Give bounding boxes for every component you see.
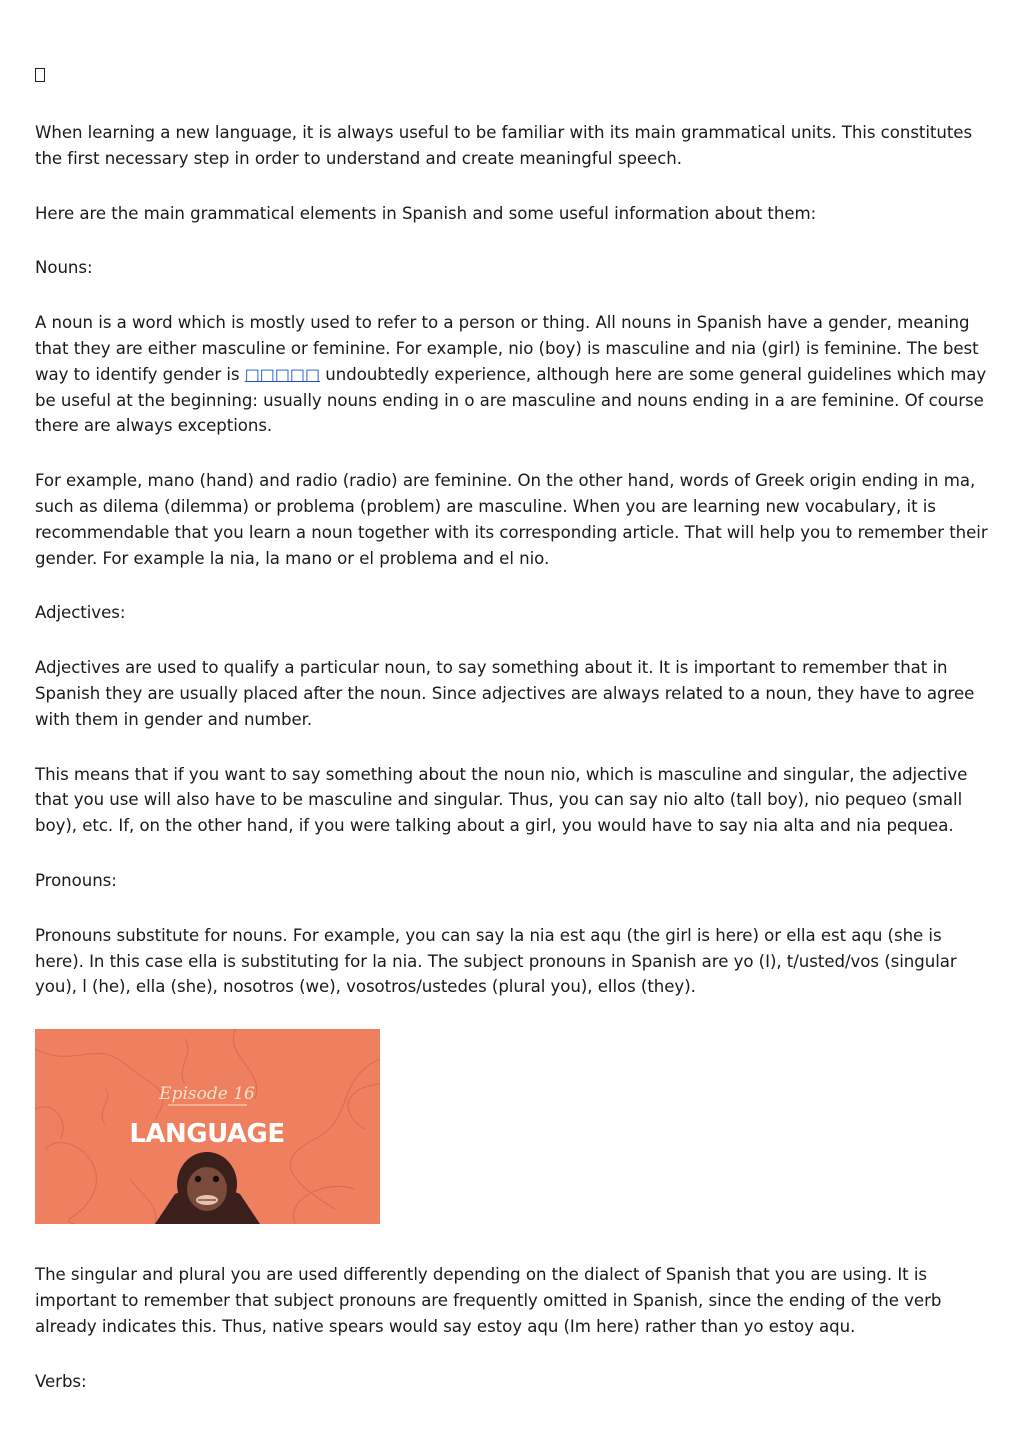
nouns-paragraph xyxy=(35,310,995,439)
nouns-text-after-link: undoubtedly experience, although here are some general guidelines which may be useful at the beginning: usually nouns ending in o are masculine and nouns ending in a are feminine. Of course there are always exceptions. xyxy=(35,364,987,436)
verbs-heading: Verbs: xyxy=(35,1371,87,1391)
thumbnail-graphic xyxy=(35,1029,380,1224)
missing-glyph-icon xyxy=(35,68,45,82)
intro-paragraph: When learning a new language, it is always useful to be familiar with its main grammatical units. This constitutes the first necessary step in order to understand and create meaningful speech. xyxy=(35,123,973,168)
adjectives-paragraph: Adjectives are used to qualify a particular noun, to say something about it. It is important to remember that in Spanish they are usually placed after the noun. Since adjectives are always related to a noun, they have to agree with them in gender and number. xyxy=(35,658,975,729)
nouns-examples-paragraph: For example, mano (hand) and radio (radio) are feminine. On the other hand, words of Greek origin ending in ma, such as dilema (dilemma) or problema (problem) are masculine. When you are learning new vocabulary, it is recommendable that you learn a noun together with its corresponding article. That will help you to remember their gender. For example la nia, la mano or el problema and el nio. xyxy=(35,471,988,568)
pronouns-paragraph: Pronouns substitute for nouns. For example, you can say la nia est aqu (the girl is here) or ella est aqu (she is here). In this case ella is substituting for la nia. The subject pronouns in Spanish are yo (I), t/usted/vos (singular you), l (he), ella (she), nosotros (we), vosotros/ustedes (plural you), ellos (they). xyxy=(35,925,957,997)
nouns-heading: Nouns: xyxy=(35,258,93,278)
missing-glyph-box xyxy=(35,64,995,86)
episode-title: LANGUAGE xyxy=(129,1119,285,1150)
pronouns-heading: Pronouns: xyxy=(35,870,117,890)
episode-thumbnail-image xyxy=(35,1029,380,1224)
document-body xyxy=(35,64,995,1423)
nouns-text-before-link: A noun is a word which is mostly used to refer to a person or thing. All nouns in Spanish have a gender, meaning that they are either masculine or feminine. For example, nio (boy) is masculine and nia (girl) is feminine. The best way to identify gender is xyxy=(35,313,979,384)
adjectives-heading: Adjectives: xyxy=(35,603,126,623)
dialect-paragraph: The singular and plural you are used differently depending on the dialect of Spanish that you are using. It is important to remember that subject pronouns are frequently omitted in Spanish, since the ending of the verb already indicates this. Thus, native spears would say estoy aqu (Im here) rather than yo estoy aqu. xyxy=(35,1265,942,1336)
overview-paragraph: Here are the main grammatical elements in Spanish and some useful information about them: xyxy=(35,203,817,223)
adjectives-examples-paragraph: This means that if you want to say something about the noun nio, which is masculine and singular, the adjective that you use will also have to be masculine and singular. Thus, you can say nio alto (tall boy), nio pequeo (small boy), etc. If, on the other hand, if you were talking about a girl, you would have to say nia alta and nia pequea. xyxy=(35,764,968,836)
episode-label: Episode 16 xyxy=(159,1084,255,1105)
inline-link[interactable]: □□□□□ xyxy=(244,364,321,384)
